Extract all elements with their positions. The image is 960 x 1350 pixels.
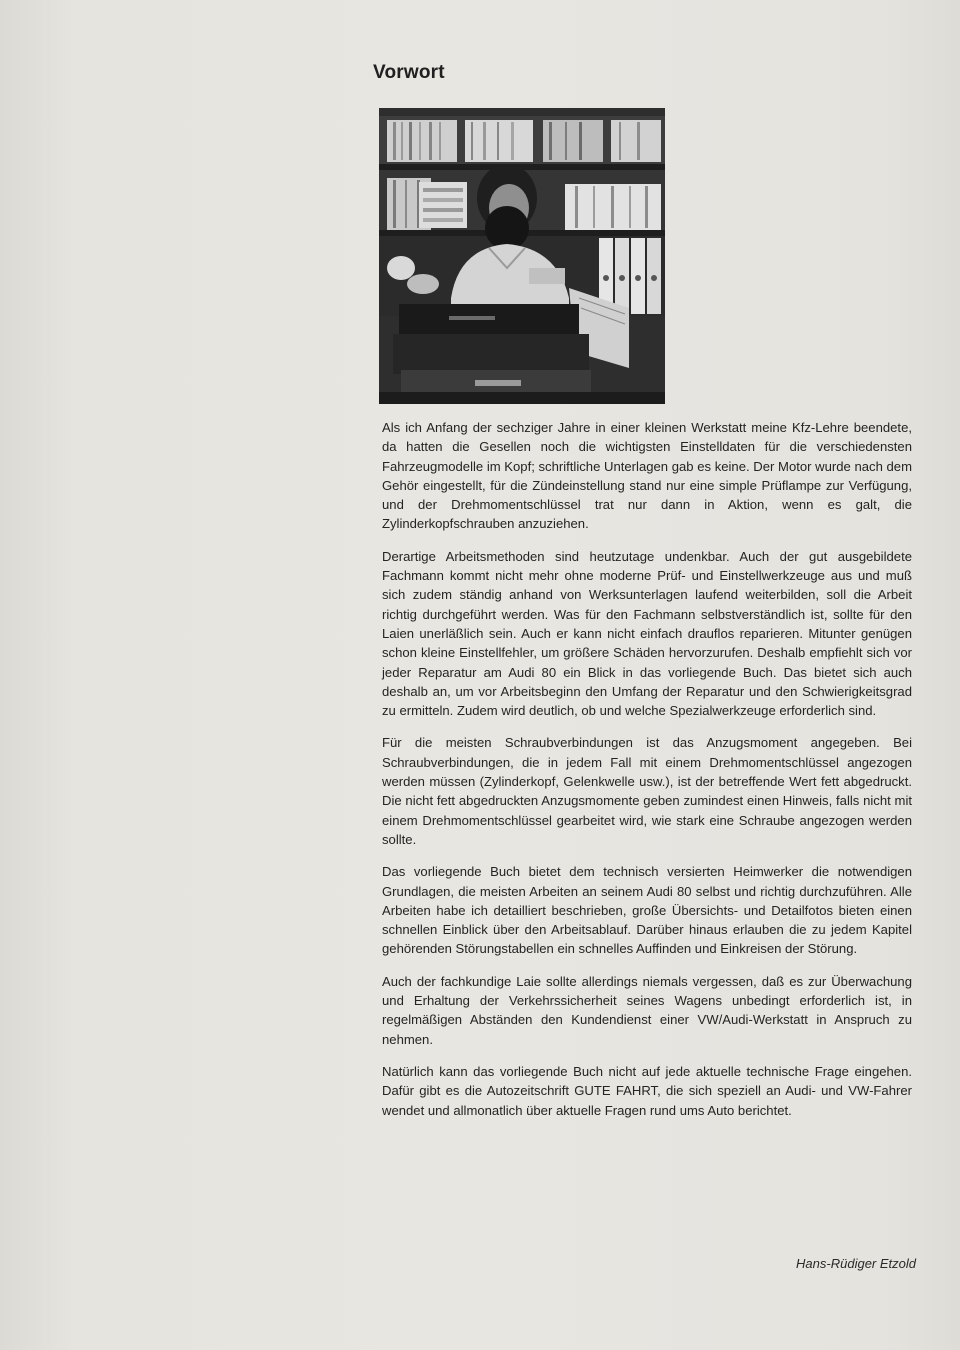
paragraph: Natürlich kann das vorliegende Buch nicht auf jede aktuelle technische Frage eingehen. Dafür gibt es die Autozeitschrift GUTE FAHRT, die sich speziell an Audi- und VW-Fahrer wendet und allmonatlich über aktuelle Fragen rund ums Auto berichtet. bbox=[382, 1063, 912, 1118]
paragraph: Derartige Arbeitsmethoden sind heutzutage undenkbar. Auch der gut ausgebildete Fachmann kommt nicht mehr ohne moderne Prüf- und Einstellwerkzeuge aus und muß sich zudem ständig anhand von Werksunterlagen laufend weiterbilden, soll die Arbeit richtig durchgeführt werden. Was für den Fachmann selbstverständlich ist, sollte für den Laien unerläßlich sein. Auch er kann nicht einfach drauflos reparieren. Mitunter genügen schon kleine Einstellfehler, um größere Schäden hervorzurufen. Deshalb empfiehlt sich vor jeder Reparatur am Audi 80 ein Blick in das vorliegende Buch. Das bietet sich auch deshalb an, um vor Arbeitsbeginn den Umfang der Reparatur und den Schwierigkeitsgrad zu ermitteln. Zudem wird deutlich, ob und welche Spezialwerkzeuge erforderlich sind. bbox=[382, 548, 912, 719]
page-title: Vorwort bbox=[373, 62, 445, 83]
author-photo bbox=[379, 108, 665, 404]
paragraph: Auch der fachkundige Laie sollte allerdings niemals vergessen, daß es zur Überwachung und Erhaltung der Verkehrssicherheit seines Wagens unbedingt erforderlich ist, in regelmäßigen Abständen den Kundendienst einer VW/Audi-Werkstatt in Anspruch zu nehmen. bbox=[382, 973, 912, 1047]
paragraph: Als ich Anfang der sechziger Jahre in einer kleinen Werkstatt meine Kfz-Lehre beendete, da hatten die Gesellen noch die wichtigsten Einstelldaten für die verschiedensten Fahrzeugmodelle im Kopf; schriftliche Unterlagen gab es keine. Der Motor wurde nach dem Gehör eingestellt, für die Zündeinstellung stand nur eine simple Prüflampe zur Verfügung, und der Drehmomentschlüssel trat nur dann in Aktion, wenn es galt, die Zylinderkopfschrauben anzuziehen. bbox=[382, 420, 912, 532]
author-signature: Hans-Rüdiger Etzold bbox=[796, 1256, 916, 1271]
paragraph: Das vorliegende Buch bietet dem technisch versierten Heimwerker die notwendigen Grundlagen, die meisten Arbeiten an seinem Audi 80 selbst und richtig durchzuführen. Alle Arbeiten habe ich detailliert beschrieben, große Übersichts- und Detailfotos bieten einen schnellen Einblick über den Arbeitsablauf. Darüber hinaus erlauben die zu jedem Kapitel gehörenden Störungstabellen ein schnelles Auffinden und Einkreisen der Störung. bbox=[382, 864, 912, 957]
paragraph: Für die meisten Schraubverbindungen ist das Anzugsmoment angegeben. Bei Schraubverbindungen, die in jedem Fall mit einem Drehmomentschlüssel angezogen werden müssen (Zylinderkopf, Gelenkwelle usw.), ist der betreffende Wert fett abgedruckt. Die nicht fett abgedruckten Anzugsmomente geben zumindest einen Hinweis, falls nicht mit einem Drehmomentschlüssel gearbeitet wird, wie stark eine Schraube angezogen werden sollte. bbox=[382, 735, 912, 847]
foreword-text bbox=[382, 418, 912, 1133]
